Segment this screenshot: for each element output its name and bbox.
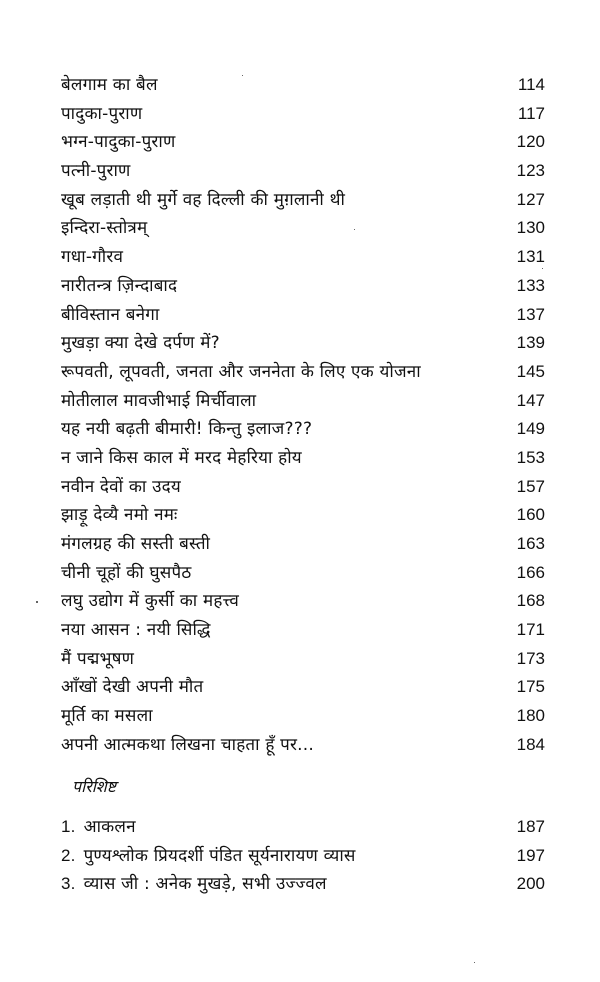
appendix-item-title: आकलन (83, 817, 136, 837)
toc-row (61, 358, 545, 387)
toc-page-number: 171 (516, 620, 545, 640)
toc-page-number: 160 (516, 505, 545, 525)
toc-title: अपनी आत्मकथा लिखना चाहता हूँ पर... (61, 734, 314, 755)
toc-page-number: 139 (516, 333, 545, 353)
toc-title: भग्न-पादुका-पुराण (61, 132, 176, 153)
toc-title: न जाने किस काल में मरद मेहरिया होय (61, 447, 302, 468)
appendix-page-number: 200 (516, 874, 545, 893)
appendix-row (61, 842, 545, 871)
appendix-item-title: व्यास जी : अनेक मुखड़े, सभी उज्ज्वल (83, 874, 327, 894)
toc-row (61, 71, 545, 100)
toc-row (61, 530, 545, 559)
toc-row (61, 444, 545, 473)
toc-page-number: 130 (516, 218, 545, 238)
appendix-row (61, 870, 545, 899)
toc-row (61, 301, 545, 330)
toc-page-number: 131 (516, 247, 545, 267)
appendix-row (61, 813, 545, 842)
appendix-item (61, 842, 356, 871)
dust-speck (242, 75, 243, 76)
appendix-item (61, 870, 327, 899)
dust-speck (36, 601, 38, 603)
appendix-item-number: 1. (61, 817, 76, 836)
toc-title: मुखड़ा क्या देखे दर्पण में? (61, 333, 220, 354)
toc-title: मैं पद्मभूषण (61, 648, 135, 669)
appendix-page-number: 187 (516, 817, 545, 836)
toc-row (61, 501, 545, 530)
toc-row (61, 100, 545, 129)
toc-page-number: 133 (516, 275, 545, 295)
dust-speck (474, 962, 475, 963)
toc-page-number: 184 (516, 734, 545, 754)
toc-title: लघु उद्योग में कुर्सी का महत्त्व (61, 591, 239, 612)
toc-page-number: 149 (516, 419, 545, 439)
toc-title: नवीन देवों का उदय (61, 476, 181, 497)
toc-row (61, 329, 545, 358)
toc-page-number: 180 (516, 706, 545, 726)
toc-title: पत्नी-पुराण (61, 161, 131, 182)
toc-title: यह नयी बढ़ती बीमारी! किन्तु इलाज??? (61, 419, 313, 440)
toc-title: चीनी चूहों की घुसपैठ (61, 562, 192, 583)
toc-row (61, 702, 545, 731)
toc-title: मूर्ति का मसला (61, 706, 153, 727)
toc-title: आँखों देखी अपनी मौत (61, 677, 204, 698)
toc-page-number: 153 (516, 447, 545, 467)
toc-title: पादुका-पुराण (61, 103, 143, 124)
table-of-contents (61, 71, 545, 760)
toc-page-number: 145 (516, 361, 545, 381)
toc-page-number: 114 (517, 75, 545, 94)
dust-speck (542, 268, 543, 269)
toc-row (61, 616, 545, 645)
toc-row (61, 673, 545, 702)
toc-page-number: 175 (516, 677, 545, 697)
toc-row (61, 731, 545, 760)
toc-page-number: 147 (516, 390, 545, 410)
appendix-heading: परिशिष्ट (72, 777, 117, 796)
toc-page-number: 120 (516, 132, 545, 152)
appendix-item-number: 3. (61, 874, 76, 893)
toc-row (61, 243, 545, 272)
toc-row (61, 128, 545, 157)
toc-row (61, 559, 545, 588)
toc-page-number: 157 (516, 476, 545, 496)
toc-title: नया आसन : नयी सिद्धि (61, 620, 211, 641)
toc-title: रूपवती, लूपवती, जनता और जननेता के लिए एक योजना (61, 361, 421, 382)
toc-title: मोतीलाल मावजीभाई मिर्चीवाला (61, 390, 257, 411)
toc-row (61, 473, 545, 502)
toc-row (61, 214, 545, 243)
toc-title: बेलगाम का बैल (61, 75, 158, 95)
toc-title: मंगलग्रह की सस्ती बस्ती (61, 534, 211, 554)
toc-title: झाड़ू देव्यै नमो नमः (61, 505, 178, 526)
toc-row (61, 415, 545, 444)
toc-page-number: 123 (516, 161, 545, 181)
toc-page-number: 137 (516, 304, 545, 324)
appendix-page-number: 197 (516, 845, 545, 865)
toc-page-number: 173 (516, 648, 545, 668)
toc-title: गधा-गौरव (61, 247, 124, 268)
toc-page-number: 163 (516, 534, 545, 553)
dust-speck (354, 229, 355, 230)
toc-page-number: 127 (516, 189, 545, 209)
appendix-item-title: पुण्यश्लोक प्रियदर्शी पंडित सूर्यनारायण व्यास (83, 845, 356, 866)
toc-title: खूब लड़ाती थी मुर्गे वह दिल्ली की मुग़लानी थी (61, 189, 346, 210)
toc-row (61, 186, 545, 215)
toc-row (61, 645, 545, 674)
toc-title: नारीतन्त्र ज़िन्दाबाद (61, 275, 178, 296)
toc-row (61, 157, 545, 186)
toc-title: बीविस्तान बनेगा (61, 304, 160, 325)
toc-page-number: 117 (517, 103, 545, 123)
toc-row (61, 272, 545, 301)
toc-page-number: 168 (516, 591, 545, 611)
toc-page-number: 166 (516, 562, 545, 582)
appendix-item (61, 813, 136, 842)
toc-row (61, 387, 545, 416)
toc-title: इन्दिरा-स्तोत्रम् (61, 218, 148, 239)
appendix-list (61, 813, 545, 899)
appendix-item-number: 2. (61, 845, 76, 865)
toc-row (61, 587, 545, 616)
